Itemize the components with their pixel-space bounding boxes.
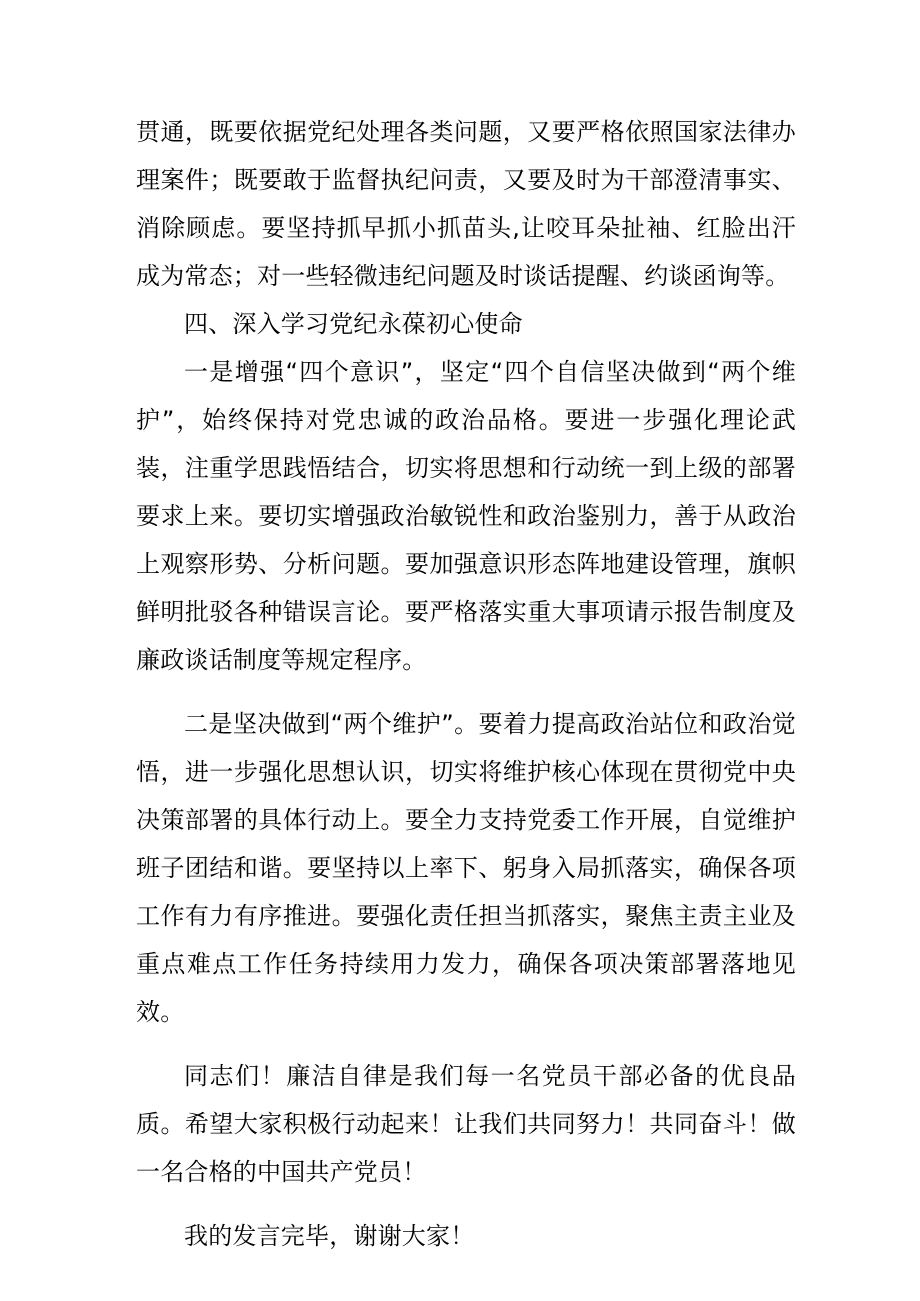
paragraph-call-to-action: 同志们！廉洁自律是我们每一名党员干部必备的优良品质。希望大家积极行动起来！让我们共同努力！共同奋斗！做一名合格的中国共产党员！ bbox=[136, 1062, 796, 1186]
paragraph-two-safeguards: 二是坚决做到“两个维护”。要着力提高政治站位和政治觉悟，进一步强化思想认识，切实将维护核心体现在贯彻党中央决策部署的具体行动上。要全力支持党委工作开展，自觉维护班子团结和谐。要坚持以上率下、躬身入局抓落实，确保各项工作有力有序推进。要强化责任担当抓落实，聚焦主责主业及重点难点工作任务持续用力发力，确保各项决策部署落地见效。 bbox=[136, 710, 796, 1026]
paragraph-continuation: 贯通，既要依据党纪处理各类问题，又要严格依照国家法律办理案件；既要敢于监督执纪问责，又要及时为干部澄清事实、消除顾虑。要坚持抓早抓小抓苗头,让咬耳朵扯袖、红脸出汗成为常态；对一些轻微违纪问题及时谈话提醒、约谈函询等。 bbox=[136, 118, 796, 290]
paragraph-four-consciousness: 一是增强“四个意识”，坚定“四个自信坚决做到“两个维护”，始终保持对党忠诚的政治品格。要进一步强化理论武装，注重学思践悟结合，切实将思想和行动统一到上级的部署要求上来。要切实增强政治敏锐性和政治鉴别力，善于从政治上观察形势、分析问题。要加强意识形态阵地建设管理，旗帜鲜明批驳各种错误言论。要严格落实重大事项请示报告制度及廉政谈话制度等规定程序。 bbox=[136, 358, 796, 674]
paragraph-closing: 我的发言完毕，谢谢大家！ bbox=[184, 1222, 475, 1250]
document-body bbox=[136, 108, 796, 1260]
section-heading: 四、深入学习党纪永葆初心使命 bbox=[184, 310, 523, 338]
